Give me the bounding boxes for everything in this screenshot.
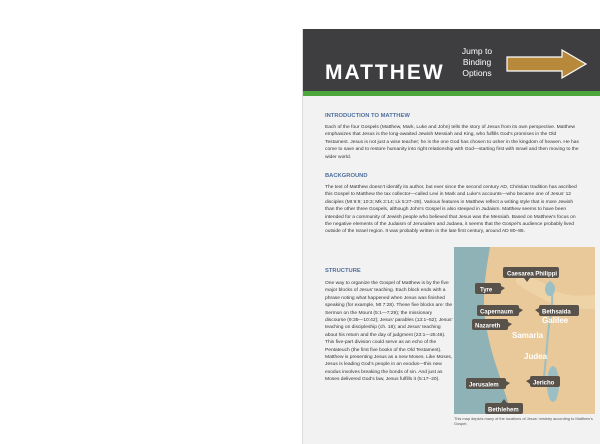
svg-text:Capernaum: Capernaum <box>480 309 514 316</box>
jump-button-label: Jump to Binding Options <box>461 46 493 78</box>
gospel-page <box>302 29 600 444</box>
svg-text:Bethlehem: Bethlehem <box>488 407 519 414</box>
background-text: The text of Matthew doesn’t identify its author, but ever since the second century AD, Christian tradition has ascribed this Gospel to Matthew the tax collector—called Levi in Mark and Luke’s accounts—who became one of Jesus’ 12 disciples (Mt 9:9; 10:3; Mk 2:14; Lk 5:27–28). Various features in Matthew reflect a writing style that is more Jewish than the other three Gospels, although John’s Gospel is also steeped in Judaism. Matthew seems to have been intended for a community of Jewish people who believed that Jesus was the Messiah. Based on Matthew’s focus on the negative elements of the Judaism of Jerusalem and Judaea, it seems that the Gospel’s audience probably lived outside of the Israel region. It was probably written in the late first century, around AD 80–85. <box>325 185 577 235</box>
structure-text: One way to organize the Gospel of Matthew is by the five major blocks of Jesus’ teaching. Each block ends with a phrase noting what happened when Jesus was finished speaking (for example, Mt 7:28). These five blocks are: the Sermon on the Mount (5:1—7:29); the missionary discourse (9:35—10:42); Jesus’ parables (13:1–52); Jesus’ teaching on discipleship (ch. 18); and Jesus’ teaching about his return and the day of judgment (23:1—25:46). This five-part division could serve as an echo of the Pentateuch (the first five books of the Old Testament). Matthew is presenting Jesus as a new Moses. Like Moses, Jesus is leading God’s people in an exodus—this new exodus involves breaking the bonds of sin. And just as Moses delivered God’s law, Jesus fulfills it (5:17–20). <box>325 281 453 383</box>
accent-divider <box>303 91 600 96</box>
svg-text:Caesarea Philippi: Caesarea Philippi <box>507 271 558 278</box>
region-label-judea: Judea <box>524 352 548 361</box>
city-label-tyre <box>475 283 505 294</box>
intro-heading: INTRODUCTION TO MATTHEW <box>325 113 410 119</box>
map-caption: This map depicts many of the locations of Jesus’ ministry according to Matthew’s Gospel. <box>454 416 593 426</box>
svg-text:Tyre: Tyre <box>480 287 493 294</box>
arrow-right-icon <box>506 49 588 79</box>
city-label-bethsaida <box>535 305 579 316</box>
background-heading: BACKGROUND <box>325 173 368 179</box>
city-label-capernaum <box>477 305 523 316</box>
region-label-samaria: Samaria <box>512 331 544 340</box>
city-label-nazareth <box>472 319 512 330</box>
city-label-jerusalem <box>466 378 510 389</box>
svg-text:Jerusalem: Jerusalem <box>469 382 499 389</box>
city-label-jericho <box>526 376 560 387</box>
book-title: MATTHEW <box>325 61 445 84</box>
ministry-map <box>454 247 595 414</box>
sea-of-galilee <box>545 282 555 296</box>
intro-text: Each of the four Gospels (Matthew, Mark, Luke and John) tells the story of Jesus from its own perspective. Matthew emphasizes that Jesus is the long-awaited Jewish Messiah and King, who fulfills God’s promises in the Old Testament. Jesus is not just a wise teacher; he is the one God has chosen to usher in the kingdom of heaven. He has come to save and to restore humanity into right relationship with God—starting first with Israel and then moving to the wider world. <box>325 125 579 160</box>
jump-to-binding-options-button[interactable] <box>441 43 597 89</box>
svg-text:Jericho: Jericho <box>533 380 555 387</box>
region-label-galilee: Galilee <box>542 316 569 325</box>
page-header <box>303 29 600 91</box>
structure-heading: STRUCTURE <box>325 268 361 274</box>
svg-text:Nazareth: Nazareth <box>475 323 501 330</box>
svg-text:Bethsaida: Bethsaida <box>542 309 571 316</box>
